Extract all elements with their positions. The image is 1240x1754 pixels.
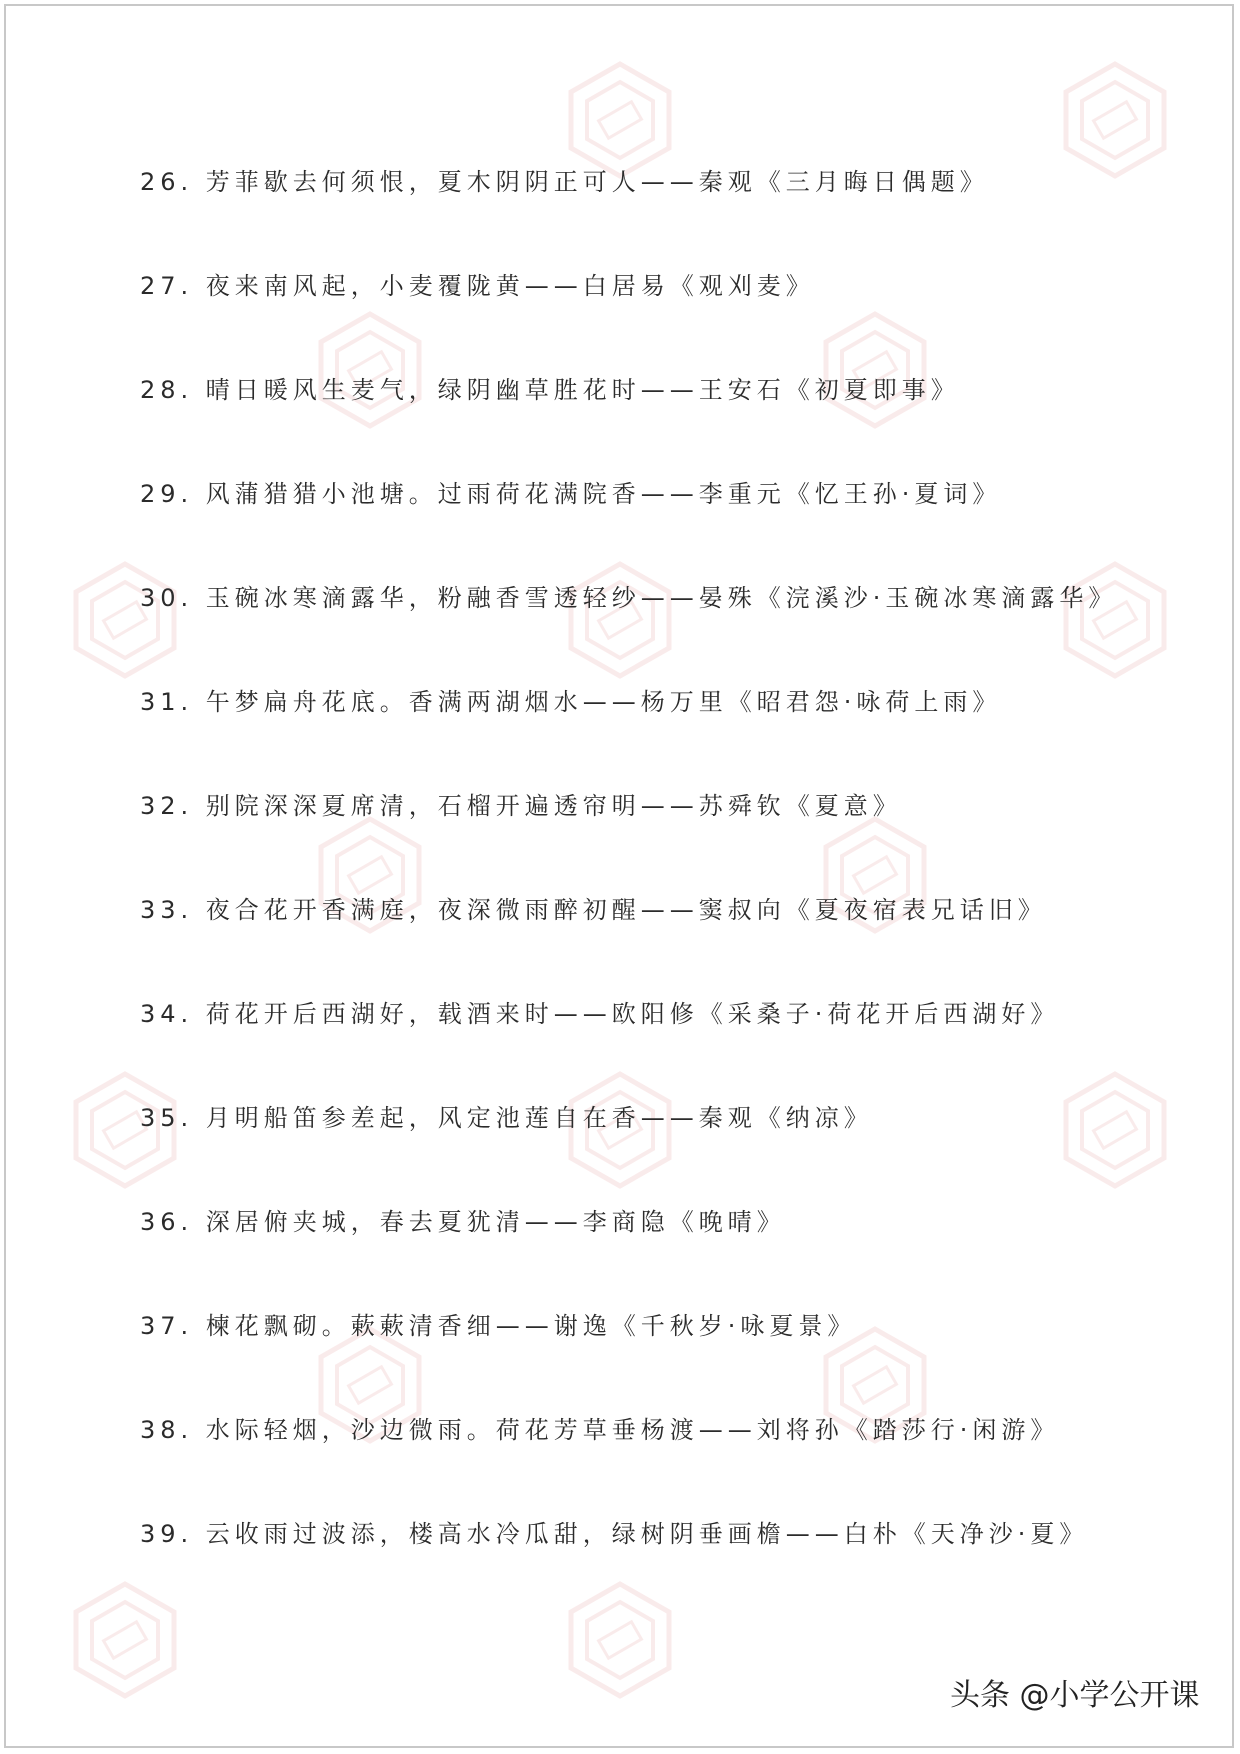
poem-line-38: 38. 水际轻烟，沙边微雨。荷花芳草垂杨渡——刘将孙《踏莎行·闲游》 [140, 1416, 1060, 1444]
poem-line-33: 33. 夜合花开香满庭，夜深微雨醉初醒——窦叔向《夏夜宿表兄话旧》 [140, 896, 1047, 924]
footer-credit: 头条 @小学公开课 [950, 1678, 1200, 1713]
poem-line-28: 28. 晴日暖风生麦气，绿阴幽草胜花时——王安石《初夏即事》 [140, 376, 960, 404]
poem-line-35: 35. 月明船笛参差起，风定池莲自在香——秦观《纳凉》 [140, 1104, 873, 1132]
poem-line-32: 32. 别院深深夏席清，石榴开遍透帘明——苏舜钦《夏意》 [140, 792, 902, 820]
poem-line-34: 34. 荷花开后西湖好，载酒来时——欧阳修《采桑子·荷花开后西湖好》 [140, 1000, 1060, 1028]
poem-line-37: 37. 楝花飘砌。蔌蔌清香细——谢逸《千秋岁·咏夏景》 [140, 1312, 857, 1340]
poem-line-29: 29. 风蒲猎猎小池塘。过雨荷花满院香——李重元《忆王孙·夏词》 [140, 480, 1002, 508]
poem-line-39: 39. 云收雨过波添，楼高水冷瓜甜，绿树阴垂画檐——白朴《天净沙·夏》 [140, 1520, 1089, 1548]
page-frame [4, 4, 1234, 1748]
poem-line-31: 31. 午梦扁舟花底。香满两湖烟水——杨万里《昭君怨·咏荷上雨》 [140, 688, 1002, 716]
poem-line-26: 26. 芳菲歇去何须恨，夏木阴阴正可人——秦观《三月晦日偶题》 [140, 168, 989, 196]
poem-line-27: 27. 夜来南风起，小麦覆陇黄——白居易《观刈麦》 [140, 272, 815, 300]
poem-line-30: 30. 玉碗冰寒滴露华，粉融香雪透轻纱——晏殊《浣溪沙·玉碗冰寒滴露华》 [140, 584, 1118, 612]
poem-line-36: 36. 深居俯夹城，春去夏犹清——李商隐《晚晴》 [140, 1208, 786, 1236]
